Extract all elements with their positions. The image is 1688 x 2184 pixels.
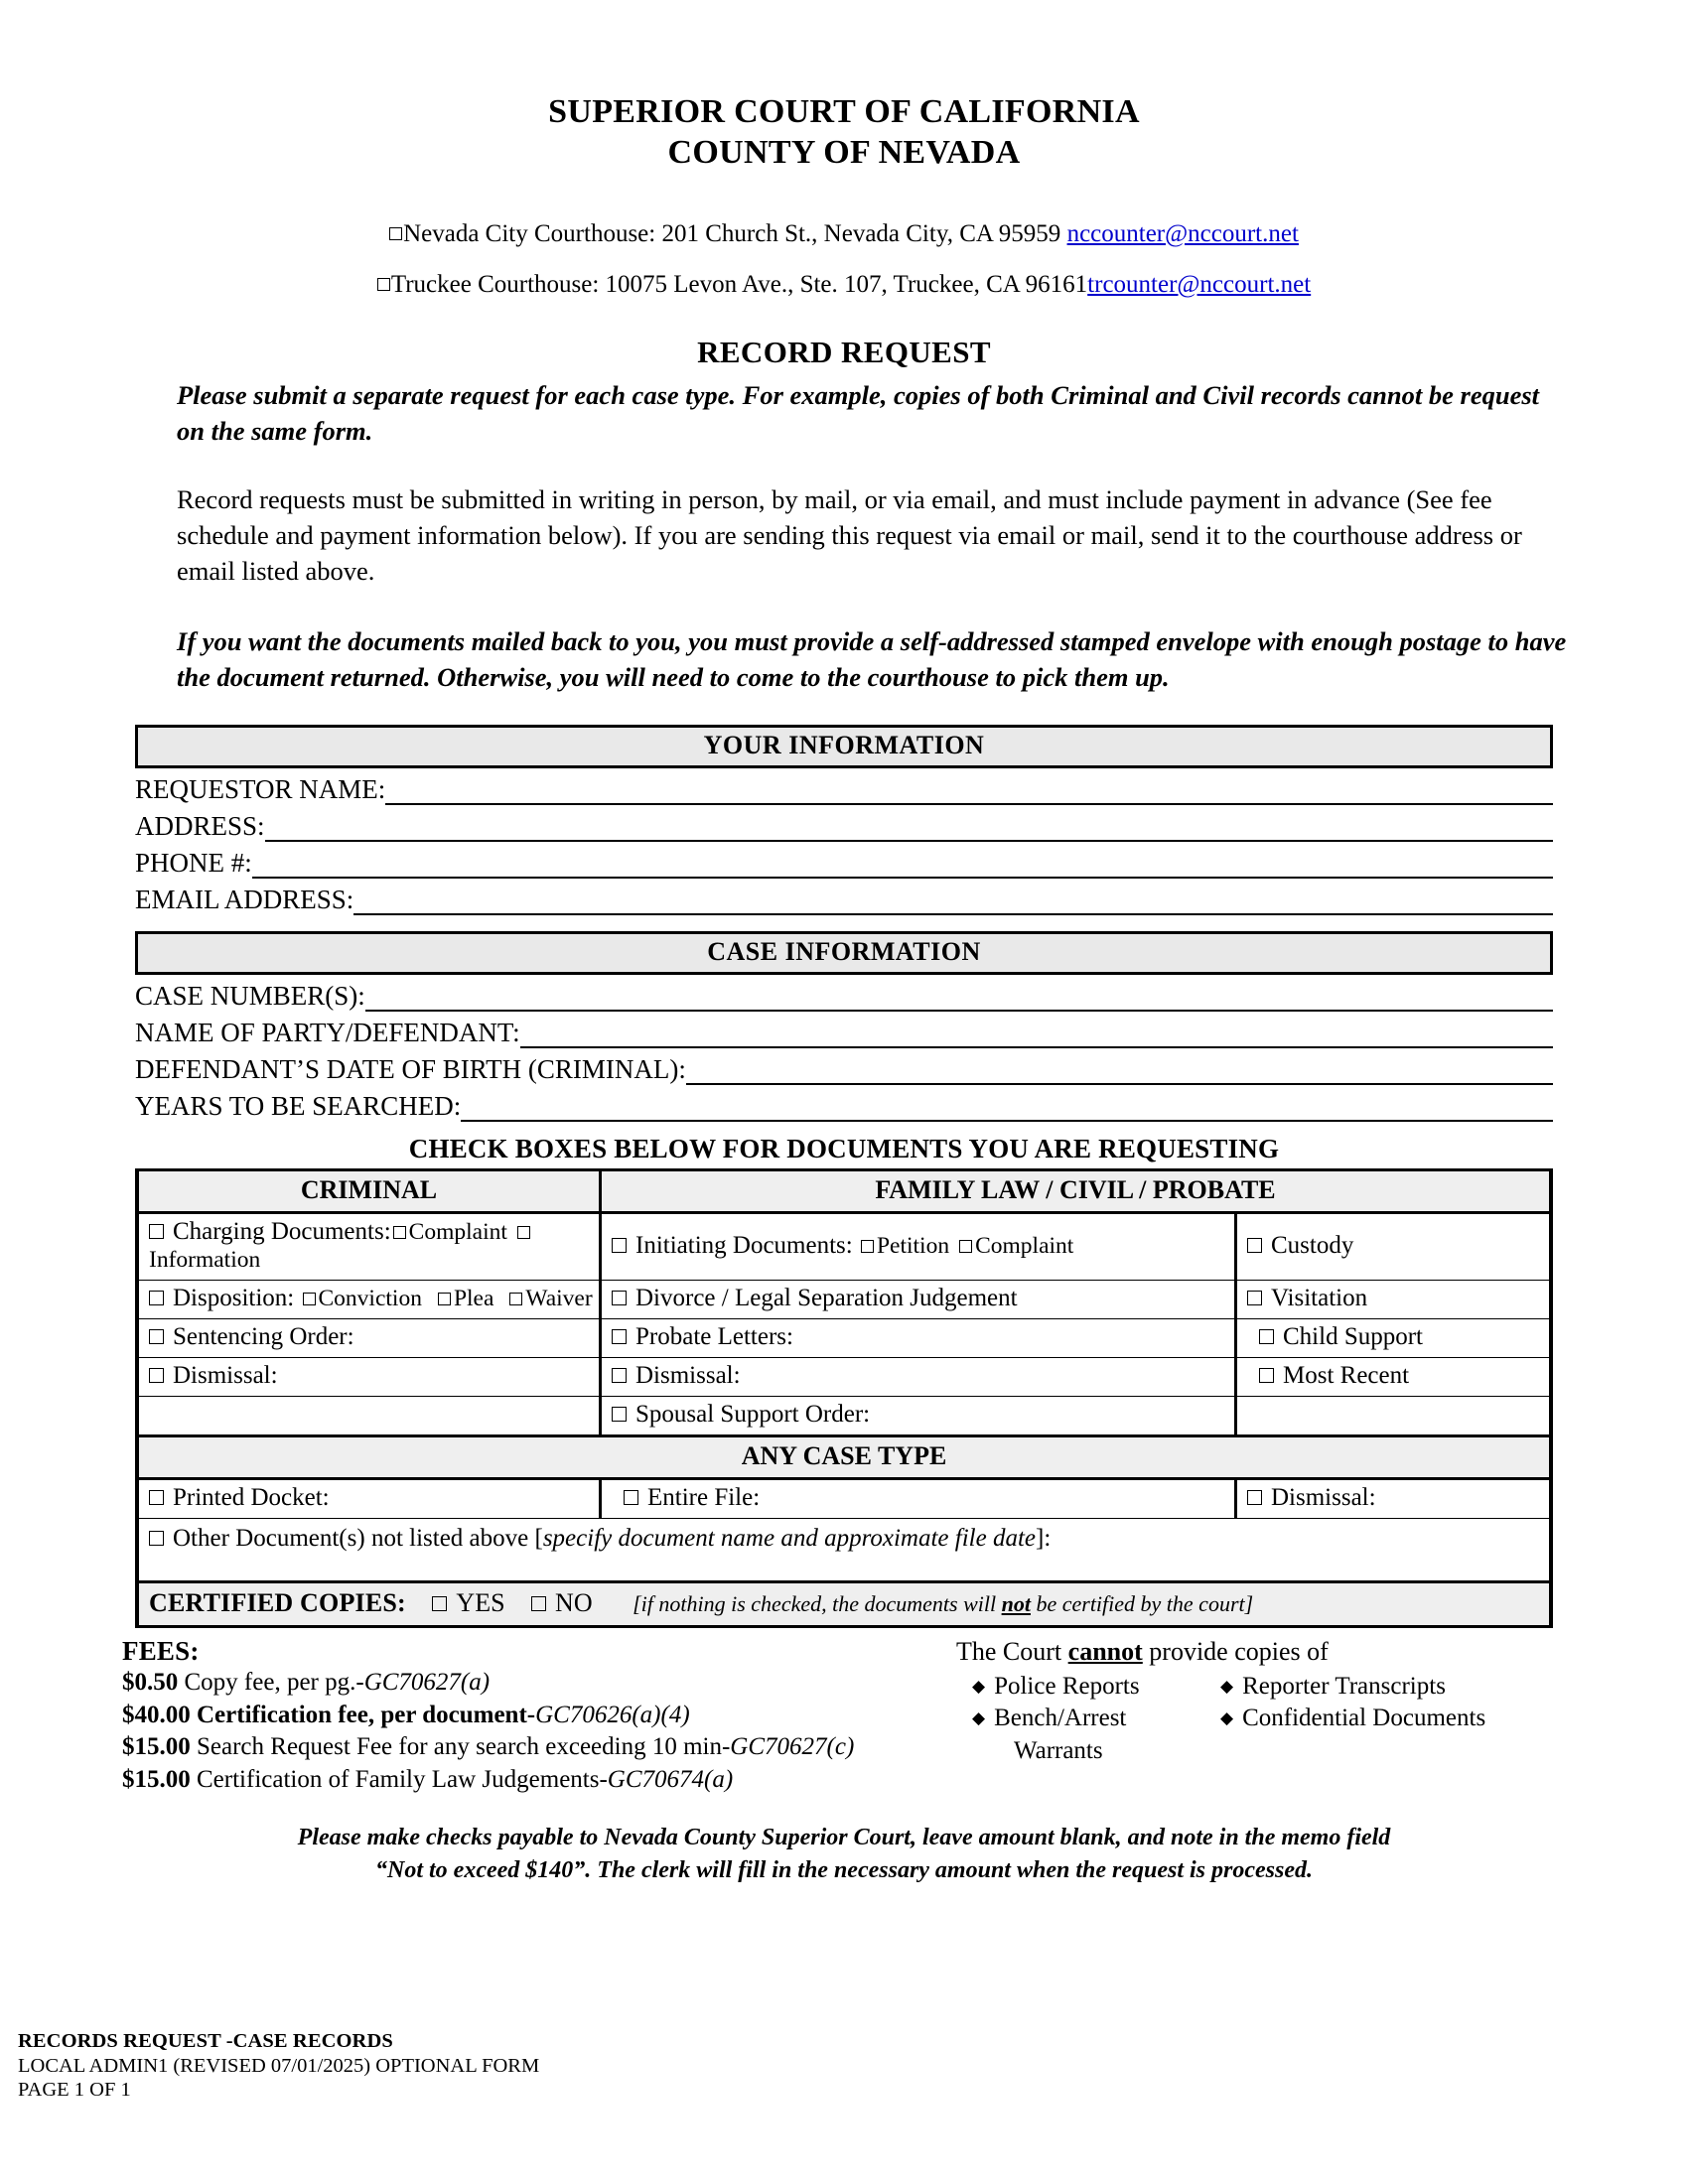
list-item	[1220, 1671, 1574, 1704]
field-party-defendant-name[interactable]	[135, 1012, 1553, 1048]
checkbox-icon[interactable]	[509, 1293, 522, 1305]
checkbox-label: Entire File:	[647, 1484, 761, 1512]
sub-option-label: Conviction	[318, 1286, 422, 1312]
certified-no-label: NO	[555, 1588, 593, 1618]
field-label: DEFENDANT’S DATE OF BIRTH (CRIMINAL):	[135, 1054, 686, 1085]
checkbox-icon[interactable]	[149, 1329, 164, 1344]
fees-title: FEES:	[122, 1636, 200, 1667]
checkbox-row-other-documents[interactable]	[139, 1519, 1550, 1582]
fee-statute-code: GC70627(a)	[363, 1669, 491, 1697]
checkbox-label: Dismissal:	[635, 1362, 741, 1390]
diamond-bullet-icon: ◆	[1220, 1708, 1234, 1728]
checkbox-label: Probate Letters:	[635, 1323, 793, 1351]
checkbox-label: Sentencing Order:	[173, 1323, 354, 1351]
column-header-criminal: CRIMINAL	[139, 1171, 601, 1213]
list-item	[972, 1703, 1220, 1735]
field-label: YEARS TO BE SEARCHED:	[135, 1091, 462, 1122]
cannot-provide-column-1	[956, 1671, 1220, 1768]
field-input-line[interactable]	[520, 1021, 1553, 1048]
table-row	[139, 1479, 1550, 1519]
checkbox-icon[interactable]	[149, 1368, 164, 1383]
fee-amount: $0.50	[122, 1669, 179, 1697]
your-information-fields	[135, 768, 1553, 915]
checkbox-icon[interactable]	[612, 1291, 627, 1305]
field-label: EMAIL ADDRESS:	[135, 885, 354, 915]
fee-line-certification	[122, 1700, 946, 1732]
checkbox-icon[interactable]	[393, 1226, 406, 1239]
checkbox-icon[interactable]	[612, 1407, 627, 1422]
checkbox-icon[interactable]	[303, 1293, 316, 1305]
checkbox-icon[interactable]	[1247, 1291, 1262, 1305]
field-input-line[interactable]	[353, 887, 1553, 915]
checkbox-row-child-support[interactable]	[1236, 1319, 1550, 1358]
field-input-line[interactable]	[252, 851, 1553, 879]
court-name-line1: SUPERIOR COURT OF CALIFORNIA	[548, 93, 1140, 130]
checkbox-icon[interactable]	[1259, 1329, 1274, 1344]
table-row	[139, 1319, 1550, 1358]
payable-line-1: Please make checks payable to Nevada County Superior Court, leave amount blank, and note in the memo field	[297, 1825, 1391, 1851]
checkbox-icon[interactable]	[612, 1238, 627, 1253]
field-input-line[interactable]	[265, 814, 1553, 842]
checkbox-icon[interactable]	[149, 1291, 164, 1305]
bracket-open: [	[534, 1525, 543, 1553]
document-request-table	[135, 1168, 1553, 1628]
fee-statute-code: GC70674(a)	[607, 1765, 734, 1793]
note-bracket-open: [	[633, 1591, 641, 1617]
court-name-line2: COUNTY OF NEVADA	[667, 134, 1021, 172]
court-header	[0, 0, 1688, 174]
sub-option-label: Information	[149, 1247, 261, 1274]
field-address[interactable]	[135, 805, 1553, 842]
column-header-family-civil-probate: FAMILY LAW / CIVIL / PROBATE	[601, 1171, 1550, 1213]
checkbox-icon[interactable]	[149, 1224, 164, 1239]
checkbox-row-family-dismissal[interactable]	[601, 1358, 1236, 1397]
checkbox-icon[interactable]	[1247, 1490, 1262, 1505]
table-row	[139, 1519, 1550, 1582]
checkbox-icon[interactable]	[612, 1368, 627, 1383]
certified-yes-label: YES	[456, 1588, 505, 1618]
checkbox-label: Most Recent	[1283, 1362, 1410, 1390]
certified-copies-note	[633, 1591, 1253, 1616]
checkbox-row-sentencing-order[interactable]	[139, 1319, 601, 1358]
footer-revision: LOCAL ADMIN1 (REVISED 07/01/2025) OPTIONAL FORM	[18, 2054, 540, 2077]
fee-description: Search Request Fee for any search exceeding 10 min-	[190, 1733, 731, 1761]
checkbox-label: Child Support	[1283, 1323, 1423, 1351]
checkbox-row-visitation[interactable]	[1236, 1281, 1550, 1319]
diamond-bullet-icon: ◆	[1220, 1676, 1234, 1696]
note-text-emphasis: not	[1001, 1591, 1031, 1617]
empty-cell	[1236, 1397, 1550, 1436]
empty-cell	[139, 1397, 601, 1436]
fee-description: Copy fee, per pg.-	[178, 1669, 364, 1697]
checkbox-label: Visitation	[1271, 1285, 1368, 1312]
courthouse-address-text: Truckee Courthouse: 10075 Levon Ave., Ste. 107, Truckee, CA 96161	[390, 270, 1088, 298]
fee-line-search-request	[122, 1731, 946, 1764]
fees-and-restrictions	[114, 1636, 1574, 1796]
courthouse-option-nevada-city[interactable]	[0, 221, 1688, 246]
checkbox-label: Initiating Documents:	[635, 1232, 853, 1260]
checkbox-section-heading: CHECK BOXES BELOW FOR DOCUMENTS YOU ARE REQUESTING	[408, 1134, 1280, 1164]
field-label: PHONE #:	[135, 848, 252, 879]
list-item	[972, 1671, 1220, 1704]
courthouse-address-text: Nevada City Courthouse: 201 Church St., Nevada City, CA 95959	[403, 219, 1067, 247]
checkbox-icon[interactable]	[1247, 1238, 1262, 1253]
courthouse-list	[0, 221, 1688, 297]
field-label: ADDRESS:	[135, 811, 265, 842]
intro-paragraph-separate-request: Please submit a separate request for each case type. For example, copies of both Criminal and Civil records cannot be request on the same form.	[177, 379, 1540, 446]
diamond-bullet-icon: ◆	[972, 1676, 986, 1696]
checkbox-icon[interactable]	[624, 1490, 638, 1505]
section-header-your-information: YOUR INFORMATION	[135, 725, 1553, 768]
field-years-to-be-searched[interactable]	[135, 1085, 1553, 1122]
checkbox-icon[interactable]	[438, 1293, 451, 1305]
table-header-row	[139, 1171, 1550, 1213]
checkbox-label: Other Document(s) not listed above	[173, 1525, 535, 1553]
diamond-bullet-icon: ◆	[972, 1708, 986, 1728]
title-emphasis: cannot	[1067, 1637, 1143, 1667]
sub-option-label: Plea	[453, 1286, 494, 1312]
payable-line-2: “Not to exceed $140”. The clerk will fill in the necessary amount when the request is processed.	[375, 1856, 1313, 1883]
checkbox-row-custody[interactable]	[1236, 1213, 1550, 1281]
list-item-continuation: Warrants	[1014, 1736, 1103, 1764]
checkbox-row-charging-documents[interactable]	[139, 1213, 601, 1281]
note-bracket-close: ]	[1244, 1591, 1254, 1617]
fee-statute-code: GC70627(c)	[730, 1733, 855, 1761]
fee-amount: $15.00	[122, 1733, 191, 1761]
fee-line-family-law-certification	[122, 1764, 946, 1797]
checkbox-row-spousal-support-order[interactable]	[601, 1397, 1236, 1436]
table-row	[139, 1281, 1550, 1319]
checkbox-row-initiating-documents[interactable]	[601, 1213, 1236, 1281]
section-header-case-information: CASE INFORMATION	[135, 931, 1553, 975]
note-text-pre: if nothing is checked, the documents will	[640, 1591, 1002, 1617]
sub-option-label: Waiver	[525, 1286, 593, 1312]
certified-copies-row[interactable]	[139, 1582, 1550, 1626]
checkbox-row-most-recent[interactable]	[1236, 1358, 1550, 1397]
courthouse-option-truckee[interactable]	[0, 272, 1688, 297]
table-row-certified-copies	[139, 1582, 1550, 1626]
bracket-close: ]:	[1036, 1525, 1052, 1553]
checkbox-label: Charging Documents:	[173, 1218, 391, 1246]
cannot-provide-lists	[956, 1671, 1574, 1768]
note-text-post: be certified by the court	[1030, 1591, 1245, 1617]
list-item-label: Police Reports	[994, 1672, 1140, 1700]
sub-option-label: Complaint	[975, 1233, 1074, 1260]
checkbox-icon[interactable]	[389, 227, 402, 240]
field-label: NAME OF PARTY/DEFENDANT:	[135, 1018, 520, 1048]
checkbox-label: Disposition:	[173, 1285, 295, 1312]
checkbox-label: Dismissal:	[173, 1362, 278, 1390]
checkbox-icon[interactable]	[531, 1596, 546, 1611]
field-label: REQUESTOR NAME:	[135, 774, 386, 805]
title-pre: The Court	[956, 1637, 1068, 1667]
fee-statute-code: GC70626(a)(4)	[535, 1701, 690, 1728]
checkbox-label: Custody	[1271, 1232, 1354, 1260]
form-title: RECORD REQUEST	[697, 334, 991, 369]
field-defendant-dob[interactable]	[135, 1048, 1553, 1085]
fee-amount: $40.00	[122, 1701, 191, 1728]
table-row	[139, 1358, 1550, 1397]
checkbox-icon[interactable]	[432, 1596, 447, 1611]
sub-option-label: Petition	[876, 1233, 950, 1260]
checkbox-label: Printed Docket:	[173, 1484, 330, 1512]
fee-description: Certification fee, per document-	[190, 1701, 536, 1728]
sub-option-label: Complaint	[408, 1219, 507, 1246]
list-item-label: Bench/Arrest	[994, 1705, 1127, 1732]
table-row-any-case-type-header	[139, 1436, 1550, 1479]
checkbox-label: Spousal Support Order:	[635, 1401, 871, 1429]
email-link-truckee[interactable]: trcounter@nccourt.net	[1087, 270, 1312, 298]
checkbox-icon[interactable]	[612, 1329, 627, 1344]
intro-paragraph-mailing: If you want the documents mailed back to you, you must provide a self-addressed stamped envelope with enough postage to have the document returned. Otherwise, you will need to come to the courthouse to pick them up.	[177, 626, 1567, 692]
table-row	[139, 1213, 1550, 1281]
checkbox-row-probate-letters[interactable]	[601, 1319, 1236, 1358]
checkbox-icon[interactable]	[149, 1531, 164, 1546]
fee-amount: $15.00	[122, 1765, 191, 1793]
field-email-address[interactable]	[135, 879, 1553, 915]
field-input-line[interactable]	[461, 1094, 1553, 1122]
field-label: CASE NUMBER(S):	[135, 981, 365, 1012]
table-row	[139, 1397, 1550, 1436]
field-requestor-name[interactable]	[135, 768, 1553, 805]
cannot-provide-block	[946, 1636, 1574, 1767]
cannot-provide-column-2	[1220, 1671, 1574, 1768]
fee-description: Certification of Family Law Judgements-	[190, 1765, 608, 1793]
cannot-provide-title	[956, 1636, 1574, 1667]
form-footer	[18, 2029, 539, 2103]
field-input-line[interactable]	[385, 777, 1553, 805]
checkbox-icon[interactable]	[861, 1240, 874, 1253]
checkbox-row-entire-file[interactable]	[601, 1479, 1236, 1519]
checkbox-label: Divorce / Legal Separation Judgement	[635, 1285, 1018, 1312]
checkbox-icon[interactable]	[517, 1226, 530, 1239]
fees-block	[122, 1636, 946, 1796]
title-post: provide copies of	[1142, 1637, 1329, 1667]
case-information-fields	[135, 975, 1553, 1122]
checkbox-row-anycase-dismissal[interactable]	[1236, 1479, 1550, 1519]
field-case-numbers[interactable]	[135, 975, 1553, 1012]
checkbox-row-printed-docket[interactable]	[139, 1479, 601, 1519]
checkbox-row-criminal-dismissal[interactable]	[139, 1358, 601, 1397]
certified-copies-label: CERTIFIED COPIES:	[149, 1588, 406, 1618]
intro-paragraph-submission: Record requests must be submitted in writing in person, by mail, or via email, and must include payment in advance (See fee schedule and payment information below). If you are sending this request via email or mail, send it to the courthouse address or email listed above.	[177, 484, 1522, 586]
checkbox-row-divorce-legal-separation[interactable]	[601, 1281, 1236, 1319]
checkbox-icon[interactable]	[959, 1240, 972, 1253]
other-documents-hint: specify document name and approximate file date	[542, 1525, 1036, 1553]
list-item-label: Confidential Documents	[1242, 1705, 1486, 1732]
payable-instructions	[0, 1822, 1688, 1885]
checkbox-row-disposition[interactable]	[139, 1281, 601, 1319]
checkbox-icon[interactable]	[149, 1490, 164, 1505]
field-input-line[interactable]	[365, 984, 1553, 1012]
checkbox-icon[interactable]	[377, 278, 390, 291]
fee-line-copy	[122, 1667, 946, 1700]
list-item	[1220, 1703, 1574, 1735]
field-input-line[interactable]	[686, 1057, 1553, 1085]
section-header-any-case-type: ANY CASE TYPE	[139, 1436, 1550, 1479]
footer-form-name: RECORDS REQUEST -CASE RECORDS	[18, 2030, 393, 2052]
list-item-label: Reporter Transcripts	[1242, 1672, 1446, 1700]
footer-page-number: PAGE 1 OF 1	[18, 2079, 131, 2102]
checkbox-label: Dismissal:	[1271, 1484, 1376, 1512]
checkbox-icon[interactable]	[1259, 1368, 1274, 1383]
field-phone[interactable]	[135, 842, 1553, 879]
email-link-nevada-city[interactable]: nccounter@nccourt.net	[1066, 219, 1299, 247]
